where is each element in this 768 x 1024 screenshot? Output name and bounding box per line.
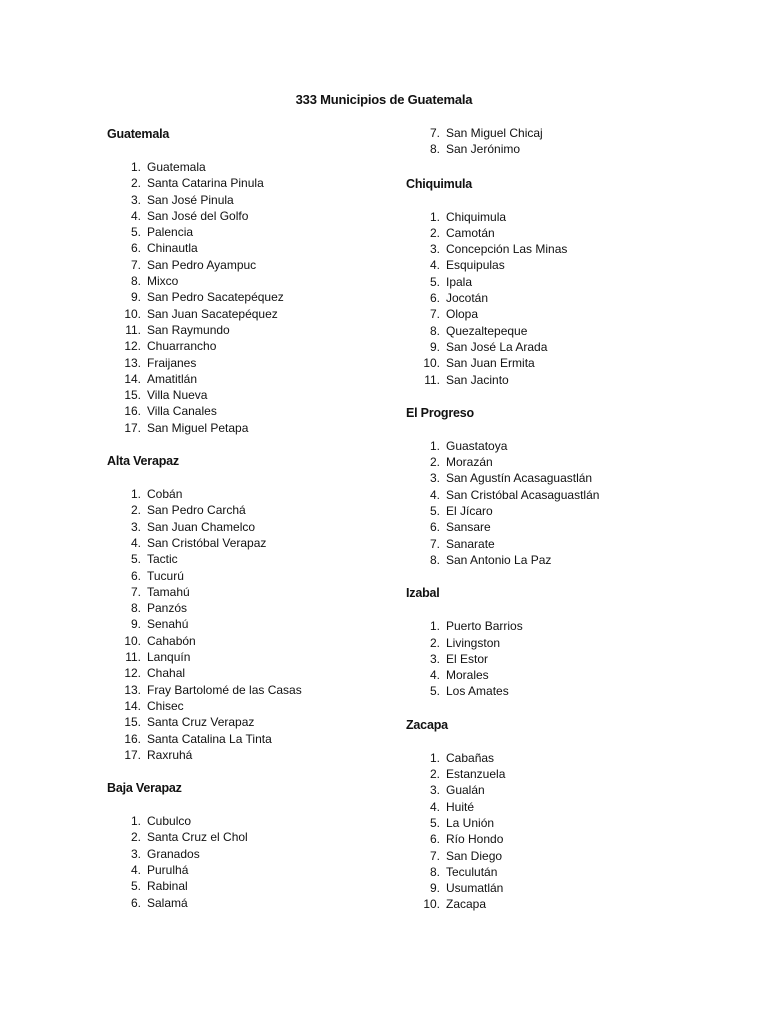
municipality-name: Río Hondo (446, 832, 504, 847)
item-number: 4. (429, 799, 440, 814)
municipality-item (406, 519, 706, 535)
right-column (406, 125, 706, 929)
municipality-item (406, 880, 706, 896)
municipality-item (107, 731, 407, 747)
municipality-item (107, 846, 407, 862)
item-number: 6. (130, 568, 141, 583)
municipality-name: Esquipulas (446, 258, 505, 273)
department-section-chiquimula (406, 175, 706, 388)
municipality-name: Quezaltepeque (446, 323, 528, 338)
municipality-item (107, 387, 407, 403)
item-number: 4. (130, 535, 141, 550)
item-number: 17. (124, 420, 141, 435)
municipality-list (107, 159, 407, 436)
municipality-name: San Pedro Ayampuc (147, 257, 257, 272)
item-number: 2. (130, 830, 141, 845)
department-heading: Guatemala (107, 127, 170, 141)
municipality-name: Santa Cruz Verapaz (147, 715, 255, 730)
municipality-item (107, 208, 407, 224)
municipality-name: Jocotán (446, 291, 489, 306)
municipality-list (406, 209, 706, 388)
item-number: 13. (124, 355, 141, 370)
municipality-name: Purulhá (147, 862, 189, 877)
item-number: 5. (429, 684, 440, 699)
item-number: 3. (429, 242, 440, 257)
municipality-name: San Juan Ermita (446, 356, 535, 371)
item-number: 7. (429, 536, 440, 551)
municipality-item (107, 420, 407, 436)
item-number: 9. (429, 339, 440, 354)
item-number: 5. (130, 552, 141, 567)
item-number: 10. (124, 633, 141, 648)
department-section-guatemala (107, 125, 407, 436)
item-number: 3. (429, 651, 440, 666)
municipality-item (406, 651, 706, 667)
municipality-name: Tactic (147, 552, 178, 567)
item-number: 9. (130, 290, 141, 305)
municipality-item (406, 209, 706, 225)
item-number: 13. (124, 682, 141, 697)
municipality-name: San José Pinula (147, 192, 234, 207)
municipality-item (406, 339, 706, 355)
municipality-item (406, 372, 706, 388)
municipality-item (107, 273, 407, 289)
department-section-el-progreso (406, 404, 706, 568)
municipality-name: San José del Golfo (147, 208, 249, 223)
municipality-item (107, 159, 407, 175)
municipality-name: San Diego (446, 848, 503, 863)
municipality-name: Sanarate (446, 536, 495, 551)
municipality-name: Mixco (147, 274, 179, 289)
municipality-name: Teculután (446, 864, 498, 879)
municipality-item (406, 799, 706, 815)
municipality-name: Usumatlán (446, 881, 504, 896)
municipality-name: Chinautla (147, 241, 198, 256)
item-number: 8. (130, 274, 141, 289)
municipality-list (107, 486, 407, 763)
municipality-item (107, 371, 407, 387)
item-number: 4. (130, 208, 141, 223)
municipality-item (107, 322, 407, 338)
department-heading: Baja Verapaz (107, 781, 182, 796)
municipality-item (107, 813, 407, 829)
municipality-item (107, 829, 407, 845)
municipality-name: San Pedro Sacatepéquez (147, 290, 284, 305)
item-number: 3. (429, 783, 440, 798)
item-number: 5. (429, 815, 440, 830)
item-number: 5. (130, 225, 141, 240)
item-number: 9. (130, 617, 141, 632)
municipality-name: Villa Nueva (147, 388, 208, 403)
municipality-item (107, 551, 407, 567)
department-heading: Izabal (406, 586, 440, 601)
municipality-item (406, 782, 706, 798)
item-number: 7. (429, 126, 440, 140)
municipality-item (107, 878, 407, 894)
left-column (107, 125, 407, 927)
municipality-item (107, 682, 407, 698)
municipality-name: Santa Cruz el Chol (147, 830, 248, 845)
municipality-list (406, 125, 706, 158)
municipality-item (406, 141, 706, 157)
item-number: 4. (429, 668, 440, 683)
municipality-item (406, 667, 706, 683)
municipality-name: Salamá (147, 895, 188, 910)
municipality-name: Cubulco (147, 814, 192, 829)
municipality-name: Granados (147, 846, 200, 861)
municipality-name: San Raymundo (147, 322, 230, 337)
item-number: 3. (130, 846, 141, 861)
department-section-izabal (406, 584, 706, 699)
municipality-item (406, 290, 706, 306)
municipality-item (107, 224, 407, 240)
municipality-item (406, 225, 706, 241)
municipality-list (406, 618, 706, 699)
municipality-name: Rabinal (147, 879, 188, 894)
municipality-item (107, 665, 407, 681)
item-number: 3. (429, 471, 440, 486)
item-number: 1. (429, 209, 440, 224)
department-section-zacapa (406, 716, 706, 913)
item-number: 10. (423, 897, 440, 912)
item-number: 2. (429, 767, 440, 782)
item-number: 2. (429, 455, 440, 470)
municipality-item (107, 600, 407, 616)
item-number: 2. (130, 176, 141, 191)
item-number: 16. (124, 731, 141, 746)
item-number: 3. (130, 519, 141, 534)
municipality-name: San Jacinto (446, 372, 509, 387)
municipality-name: Chuarrancho (147, 339, 217, 354)
item-number: 11. (125, 322, 141, 337)
item-number: 3. (130, 192, 141, 207)
item-number: 2. (130, 503, 141, 518)
municipality-item (406, 896, 706, 912)
item-number: 10. (124, 306, 141, 321)
municipality-item (406, 815, 706, 831)
municipality-name: Cabañas (446, 750, 495, 765)
item-number: 14. (124, 371, 141, 386)
municipality-item (406, 552, 706, 568)
municipality-name: San Antonio La Paz (446, 552, 552, 567)
item-number: 2. (429, 225, 440, 240)
municipality-name: Concepción Las Minas (446, 242, 568, 257)
municipality-name: Chisec (147, 698, 184, 713)
municipality-item (107, 568, 407, 584)
municipality-item (406, 306, 706, 322)
municipality-item (406, 536, 706, 552)
municipality-item (107, 698, 407, 714)
municipality-item (107, 584, 407, 600)
municipality-name: Raxruhá (147, 747, 193, 762)
municipality-item (406, 241, 706, 257)
municipality-name: Cahabón (147, 633, 196, 648)
municipality-item (107, 486, 407, 502)
municipality-name: Chiquimula (446, 209, 507, 224)
municipality-item (107, 519, 407, 535)
item-number: 1. (429, 750, 440, 765)
department-heading: Chiquimula (406, 176, 473, 191)
municipality-name: San Juan Sacatepéquez (147, 306, 278, 321)
municipality-name: Guastatoya (446, 438, 508, 453)
item-number: 11. (125, 650, 141, 665)
item-number: 12. (124, 666, 141, 681)
item-number: 7. (130, 257, 141, 272)
item-number: 1. (130, 814, 141, 829)
item-number: 11. (424, 372, 440, 387)
municipality-name: Sansare (446, 520, 491, 535)
municipality-item (406, 503, 706, 519)
municipality-item (107, 306, 407, 322)
municipality-item (406, 750, 706, 766)
municipality-name: San Agustín Acasaguastlán (446, 471, 593, 486)
item-number: 4. (130, 862, 141, 877)
municipality-name: Fray Bartolomé de las Casas (147, 682, 302, 697)
municipality-item (406, 635, 706, 651)
municipality-name: San Pedro Carchá (147, 503, 246, 518)
municipality-name: La Unión (446, 815, 495, 830)
municipality-item (107, 257, 407, 273)
item-number: 6. (429, 291, 440, 306)
municipality-name: Ipala (446, 274, 473, 289)
item-number: 2. (429, 635, 440, 650)
item-number: 1. (429, 619, 440, 634)
municipality-item (406, 470, 706, 486)
municipality-name: Panzós (147, 601, 188, 616)
item-number: 7. (429, 307, 440, 322)
item-number: 14. (124, 698, 141, 713)
municipality-list (406, 750, 706, 913)
municipality-item (107, 649, 407, 665)
item-number: 1. (130, 487, 141, 502)
item-number: 6. (429, 520, 440, 535)
item-number: 6. (130, 895, 141, 910)
municipality-item (107, 714, 407, 730)
municipality-name: Villa Canales (147, 404, 217, 419)
department-heading: El Progreso (406, 405, 474, 420)
item-number: 8. (429, 552, 440, 567)
municipality-item (107, 289, 407, 305)
municipality-name: Amatitlán (147, 371, 198, 386)
municipality-item (406, 274, 706, 290)
municipality-item (406, 683, 706, 699)
item-number: 9. (429, 881, 440, 896)
municipality-item (107, 747, 407, 763)
municipality-item (406, 864, 706, 880)
municipality-name: Morales (446, 668, 489, 683)
department-section-baja-verapaz (107, 779, 407, 911)
item-number: 8. (429, 864, 440, 879)
municipality-item (406, 487, 706, 503)
municipality-item (107, 403, 407, 419)
municipality-name: Puerto Barrios (446, 619, 523, 634)
municipality-item (406, 323, 706, 339)
municipality-item (107, 616, 407, 632)
item-number: 5. (429, 274, 440, 289)
municipality-name: Palencia (147, 225, 194, 240)
municipality-name: El Jícaro (446, 504, 493, 519)
item-number: 4. (429, 487, 440, 502)
municipality-name: Tucurú (147, 568, 184, 583)
department-section-alta-verapaz (107, 452, 407, 763)
municipality-name: Cobán (147, 487, 183, 502)
item-number: 1. (429, 438, 440, 453)
municipality-name: Huité (446, 799, 475, 814)
item-number: 6. (429, 832, 440, 847)
municipality-item (107, 192, 407, 208)
municipality-name: Fraijanes (147, 355, 197, 370)
item-number: 1. (130, 160, 141, 174)
department-heading: Zacapa (406, 717, 448, 732)
municipality-item (107, 633, 407, 649)
item-number: 16. (124, 404, 141, 419)
municipality-item (107, 895, 407, 911)
municipality-name: Gualán (446, 783, 485, 798)
municipality-name: Chahal (147, 666, 186, 681)
municipality-item (406, 355, 706, 371)
municipality-item (107, 355, 407, 371)
municipality-item (406, 438, 706, 454)
item-number: 5. (429, 504, 440, 519)
municipality-item (107, 175, 407, 191)
item-number: 12. (124, 339, 141, 354)
document-title: 333 Municipios de Guatemala (295, 92, 473, 107)
municipality-name: Olopa (446, 307, 479, 322)
municipality-name: El Estor (446, 651, 489, 666)
municipality-item (107, 240, 407, 256)
municipality-name: Guatemala (147, 160, 206, 174)
item-number: 15. (124, 388, 141, 403)
municipality-name: San Miguel Chicaj (446, 126, 543, 140)
municipality-item (406, 454, 706, 470)
municipality-item (406, 618, 706, 634)
item-number: 7. (429, 848, 440, 863)
item-number: 5. (130, 879, 141, 894)
municipality-name: Tamahú (147, 584, 190, 599)
municipality-name: Camotán (446, 225, 495, 240)
municipality-item (107, 338, 407, 354)
item-number: 8. (429, 142, 440, 157)
item-number: 17. (124, 747, 141, 762)
municipality-name: San Juan Chamelco (147, 519, 256, 534)
municipality-item (406, 125, 706, 141)
municipality-item (107, 502, 407, 518)
municipality-name: San Cristóbal Verapaz (147, 535, 267, 550)
municipality-name: San Miguel Petapa (147, 420, 249, 435)
municipality-name: Los Amates (446, 684, 509, 699)
municipality-list (107, 813, 407, 911)
municipality-item (406, 766, 706, 782)
item-number: 8. (429, 323, 440, 338)
municipality-name: Lanquín (147, 650, 191, 665)
item-number: 15. (124, 715, 141, 730)
item-number: 7. (130, 584, 141, 599)
municipality-name: San José La Arada (446, 339, 548, 354)
item-number: 8. (130, 601, 141, 616)
municipality-name: Santa Catarina Pinula (147, 176, 264, 191)
municipality-name: Estanzuela (446, 767, 506, 782)
department-heading: Alta Verapaz (107, 454, 179, 469)
municipality-item (107, 862, 407, 878)
item-number: 4. (429, 258, 440, 273)
municipality-item (406, 831, 706, 847)
municipality-name: Zacapa (446, 897, 487, 912)
municipality-name: Santa Catalina La Tinta (147, 731, 272, 746)
municipality-name: Livingston (446, 635, 501, 650)
item-number: 6. (130, 241, 141, 256)
municipality-name: San Cristóbal Acasaguastlán (446, 487, 600, 502)
municipality-item (406, 257, 706, 273)
municipality-name: San Jerónimo (446, 142, 521, 157)
municipality-name: Senahú (147, 617, 189, 632)
municipality-item (107, 535, 407, 551)
municipality-item (406, 848, 706, 864)
item-number: 10. (423, 356, 440, 371)
municipality-name: Morazán (446, 455, 493, 470)
municipality-list (406, 438, 706, 568)
